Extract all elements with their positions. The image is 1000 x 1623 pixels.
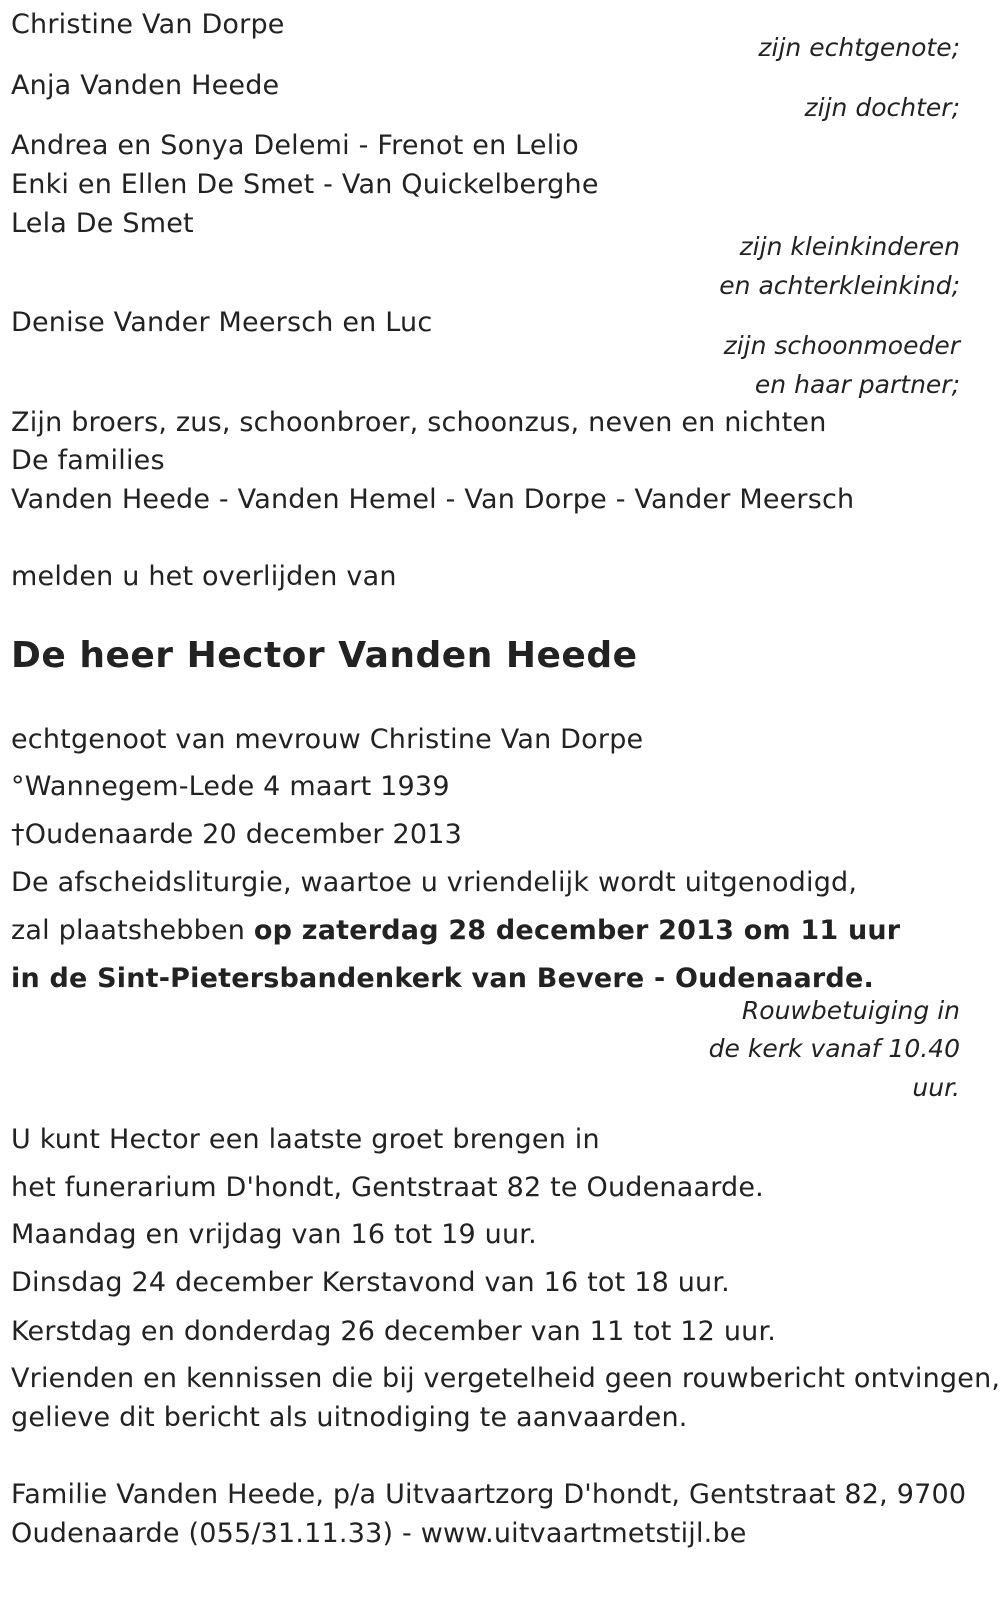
announce-text: melden u het overlijden van [11,561,397,592]
relation-label: zijn kleinkinderen [739,232,960,261]
ceremony-line [11,915,900,947]
visitation-line: het funerarium D'hondt, Gentstraat 82 te Oudenaarde. [11,1172,764,1203]
relation-label: en achterkleinkind; [719,271,960,300]
relation-label: en haar partner; [754,370,960,399]
relative-name: Denise Vander Meersch en Luc [11,307,433,338]
condolence-note: Rouwbetuiging in [741,996,960,1025]
death-line [11,819,462,851]
relative-name: Andrea en Sonya Delemi - Frenot en Lelio [11,130,579,161]
death-place-date: Oudenaarde 20 december 2013 [24,819,462,850]
ceremony-line: De afscheidsliturgie, waartoe u vriendelijk wordt uitgenodigd, [11,867,858,898]
family-line: De families [11,445,165,476]
visitation-line: Kerstdag en donderdag 26 december van 11 tot 12 uur. [11,1316,777,1347]
visitation-line: Maandag en vrijdag van 16 tot 19 uur. [11,1219,537,1250]
family-line: Zijn broers, zus, schoonbroer, schoonzus, neven en nichten [11,407,827,438]
deceased-name: De heer Hector Vanden Heede [11,635,638,676]
contact-line: Familie Vanden Heede, p/a Uitvaartzorg D'hondt, Gentstraat 82, 9700 [11,1479,967,1510]
cross-icon: † [11,819,25,850]
relative-name: Enki en Ellen De Smet - Van Quickelberghe [11,169,599,200]
contact-line: Oudenaarde (055/31.11.33) - www.uitvaartmetstijl.be [11,1518,747,1549]
condolence-note: uur. [912,1073,960,1102]
notice-line: gelieve dit bericht als uitnodiging te aanvaarden. [11,1402,688,1433]
birth-line: °Wannegem-Lede 4 maart 1939 [11,771,450,802]
condolence-note: de kerk vanaf 10.40 [708,1034,960,1063]
relative-name: Christine Van Dorpe [11,9,285,40]
relative-name: Anja Vanden Heede [11,70,280,101]
relation-label: zijn schoonmoeder [723,331,960,360]
relation-label: zijn echtgenote; [758,33,960,62]
notice-line: Vrienden en kennissen die bij vergetelheid geen rouwbericht ontvingen, [11,1363,1000,1394]
relation-label: zijn dochter; [804,93,960,122]
ceremony-plain-text: zal plaatshebben [11,915,254,946]
ceremony-date-time: op zaterdag 28 december 2013 om 11 uur [253,915,901,946]
visitation-line: Dinsdag 24 december Kerstavond van 16 tot 18 uur. [11,1267,730,1298]
ceremony-location: in de Sint-Pietersbandenkerk van Bevere - Oudenaarde. [11,963,874,994]
relative-name: Lela De Smet [11,208,194,239]
family-line: Vanden Heede - Vanden Hemel - Van Dorpe - Vander Meersch [11,484,855,515]
spouse-line: echtgenoot van mevrouw Christine Van Dorpe [11,724,644,755]
visitation-line: U kunt Hector een laatste groet brengen in [11,1124,600,1155]
